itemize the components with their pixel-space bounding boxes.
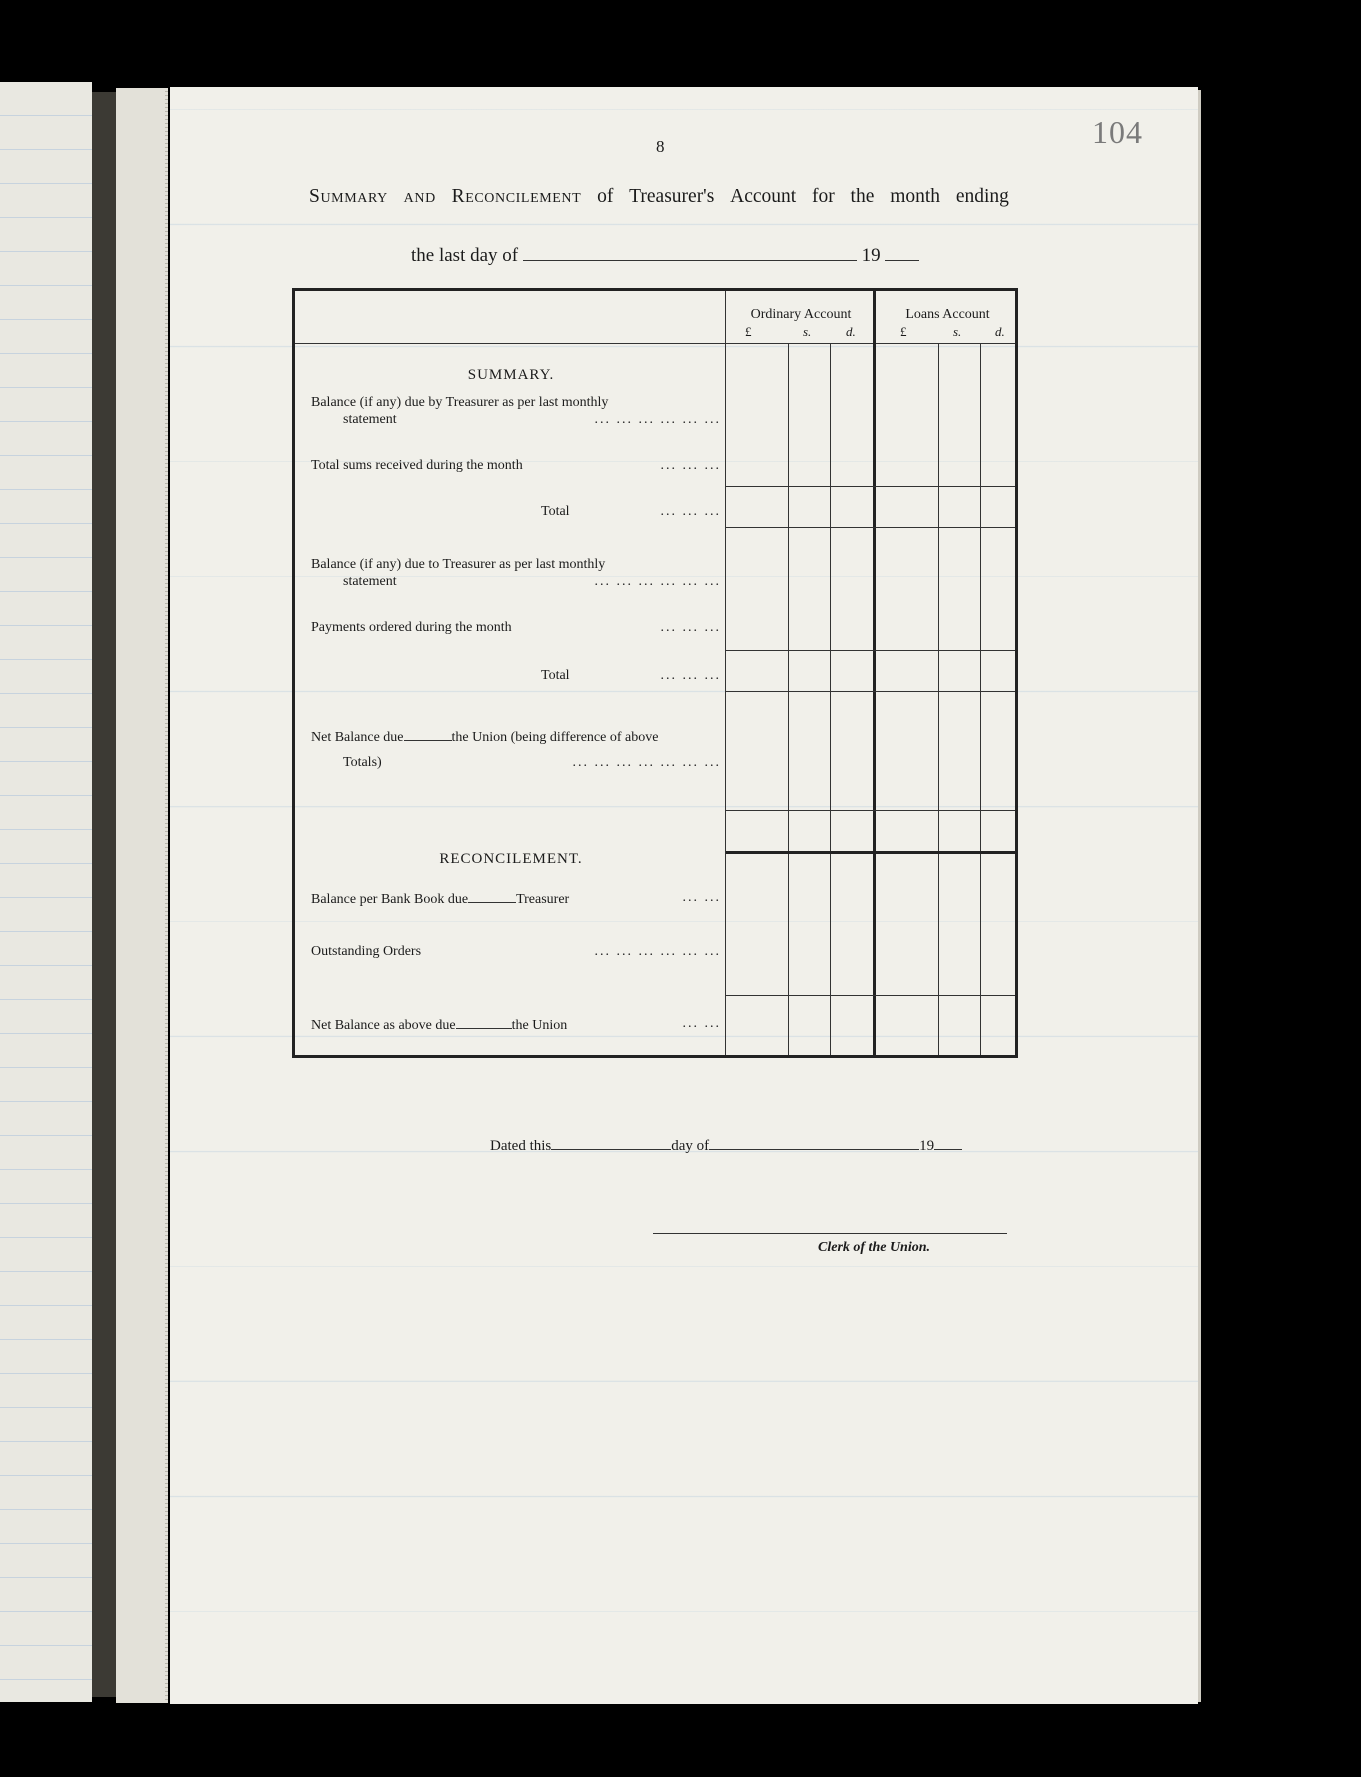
binding-gutter — [92, 92, 116, 1697]
dated-line: Dated this day of 19 — [490, 1136, 962, 1155]
signature-caption: Clerk of the Union. — [818, 1240, 931, 1255]
folio-number: 104 — [1092, 114, 1143, 150]
summary-title: SUMMARY. — [467, 367, 555, 383]
loans-account-header: Loans Account — [905, 307, 990, 322]
net-balance-rule — [726, 810, 1015, 811]
balance-to-treasurer-label: Balance (if any) due to Treasurer as per last monthly statement ... ... ... ... ... ... — [311, 557, 721, 589]
heading-word: Summary — [309, 186, 388, 207]
page-stub — [116, 88, 168, 1703]
shillings-header: s. — [803, 324, 812, 339]
page-number: 8 — [656, 137, 665, 156]
total-label: Total ... ... ... — [541, 668, 721, 683]
bank-book-label: Balance per Bank Book due Treasurer ... ... — [311, 890, 721, 907]
page-edge — [1198, 90, 1201, 1702]
pounds-shillings-rule — [938, 343, 939, 1055]
form-heading — [309, 186, 1009, 208]
month-line-prefix: the last day of — [411, 245, 519, 266]
net-balance-label: Net Balance due the Union (being difference of above Totals) ... ... ... ... ... ... ... — [311, 727, 721, 771]
heading-word: Reconcilement — [451, 186, 582, 207]
shillings-pence-rule — [980, 343, 981, 1055]
pounds-header: £ — [900, 324, 907, 339]
heading-word: month — [890, 186, 941, 207]
total-rule — [726, 527, 1015, 528]
total-rule — [726, 691, 1015, 692]
section-double-rule — [726, 851, 1015, 854]
account-table — [292, 288, 1018, 1058]
header-rule — [295, 343, 1015, 344]
month-blank[interactable] — [709, 1136, 919, 1150]
month-blank[interactable] — [523, 247, 857, 261]
net-as-above-rule — [726, 995, 1015, 996]
net-as-above-label: Net Balance as above due the Union ... ... — [311, 1016, 721, 1033]
heading-word: for — [811, 186, 835, 207]
heading-word: ending — [955, 186, 1009, 207]
account-divider-rule — [873, 291, 876, 1055]
heading-word: Treasurer's — [629, 186, 715, 207]
pounds-header: £ — [745, 324, 752, 339]
total-received-label: Total sums received during the month ... ... ... — [311, 458, 721, 473]
year-blank[interactable] — [885, 247, 919, 261]
heading-word: the — [850, 186, 875, 207]
pence-header: d. — [995, 324, 1005, 339]
heading-word: of — [597, 186, 614, 207]
year-blank[interactable] — [934, 1136, 962, 1150]
balance-by-treasurer-label: Balance (if any) due by Treasurer as per last monthly statement ... ... ... ... ... ... — [311, 395, 721, 427]
month-line — [411, 245, 919, 267]
reconcilement-title: RECONCILEMENT. — [439, 851, 583, 867]
shillings-header: s. — [953, 324, 962, 339]
pence-header: d. — [846, 324, 856, 339]
pounds-shillings-rule — [788, 343, 789, 1055]
ordinary-account-header: Ordinary Account — [750, 307, 852, 322]
payments-ordered-label: Payments ordered during the month ... ... ... — [311, 620, 721, 635]
due-blank — [468, 889, 516, 903]
due-blank — [404, 727, 452, 741]
month-line-year: 19 — [861, 245, 881, 266]
signature-line[interactable] — [653, 1233, 1007, 1234]
label-column-rule — [725, 291, 726, 1055]
total-label: Total ... ... ... — [541, 504, 721, 519]
shillings-pence-rule — [830, 343, 831, 1055]
sum-rule — [726, 486, 1015, 487]
outstanding-orders-label: Outstanding Orders ... ... ... ... ... ... — [311, 944, 721, 959]
heading-word: Account — [730, 186, 797, 207]
day-blank[interactable] — [551, 1136, 671, 1150]
due-blank — [456, 1015, 512, 1029]
facing-page-edge — [0, 82, 92, 1702]
heading-word: and — [403, 186, 436, 207]
sum-rule — [726, 650, 1015, 651]
